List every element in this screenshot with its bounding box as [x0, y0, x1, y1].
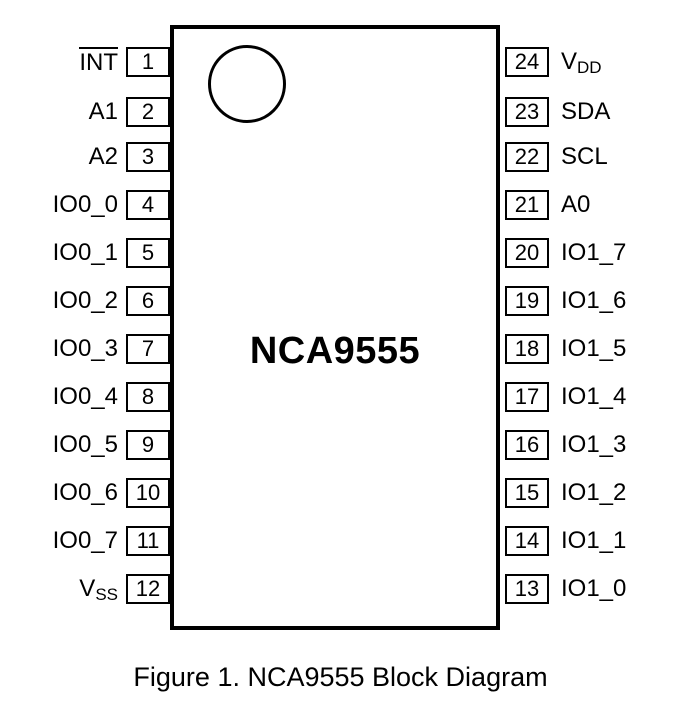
pin-box-12: 12 [126, 574, 170, 604]
pin-label-19: IO1_6 [561, 287, 627, 314]
pin-label-3: A2 [88, 143, 118, 170]
pin-label-8: IO0_4 [52, 383, 118, 410]
pin-label-14: IO1_1 [561, 527, 627, 554]
pin-box-17: 17 [505, 382, 549, 412]
pin-box-22: 22 [505, 142, 549, 172]
figure-caption: Figure 1. NCA9555 Block Diagram [133, 662, 548, 692]
chip-outline [170, 25, 500, 630]
pin-box-5: 5 [126, 238, 170, 268]
pin-label-18: IO1_5 [561, 335, 627, 362]
pin-label-10: IO0_6 [52, 479, 118, 506]
pin-box-16: 16 [505, 430, 549, 460]
pin-label-17: IO1_4 [561, 383, 627, 410]
pin-label-24-base: V [561, 48, 578, 75]
pin-box-9: 9 [126, 430, 170, 460]
pin-label-23: SDA [561, 98, 611, 125]
pin-label-12-base: V [79, 575, 96, 602]
pin-box-18: 18 [505, 334, 549, 364]
pin-label-13: IO1_0 [561, 575, 627, 602]
pin-label-24-sub: DD [577, 58, 602, 77]
pin-label-15: IO1_2 [561, 479, 627, 506]
pin-box-23: 23 [505, 97, 549, 127]
pin-box-7: 7 [126, 334, 170, 364]
pin-box-19: 19 [505, 286, 549, 316]
pin-box-2: 2 [126, 97, 170, 127]
pin-box-3: 3 [126, 142, 170, 172]
pin-box-20: 20 [505, 238, 549, 268]
pin-label-7: IO0_3 [52, 335, 118, 362]
pin-label-9: IO0_5 [52, 431, 118, 458]
pin-box-24: 24 [505, 47, 549, 77]
pin-label-22: SCL [561, 143, 608, 170]
pin-label-5: IO0_1 [52, 239, 118, 266]
pin-box-13: 13 [505, 574, 549, 604]
pin-label-24 [561, 47, 681, 79]
pin-box-8: 8 [126, 382, 170, 412]
pin-label-11: IO0_7 [52, 527, 118, 554]
pin-label-1: INT [79, 49, 118, 76]
pin-label-2: A1 [88, 98, 118, 125]
pin-box-21: 21 [505, 190, 549, 220]
pin-box-11: 11 [126, 526, 170, 556]
pin-box-10: 10 [126, 478, 170, 508]
pin-label-4: IO0_0 [52, 191, 118, 218]
pin-box-4: 4 [126, 190, 170, 220]
pin-label-12-sub: SS [95, 585, 118, 604]
pin-box-14: 14 [505, 526, 549, 556]
pin-label-20: IO1_7 [561, 239, 627, 266]
pin-label-6: IO0_2 [52, 287, 118, 314]
pin-box-1: 1 [126, 47, 170, 77]
pin-box-15: 15 [505, 478, 549, 508]
pin-label-16: IO1_3 [561, 431, 627, 458]
pin-1-marker-circle [208, 45, 286, 123]
pin-label-12 [0, 574, 118, 606]
pin-label-21: A0 [561, 191, 591, 218]
chip-part-number: NCA9555 [249, 330, 421, 372]
pin-box-6: 6 [126, 286, 170, 316]
